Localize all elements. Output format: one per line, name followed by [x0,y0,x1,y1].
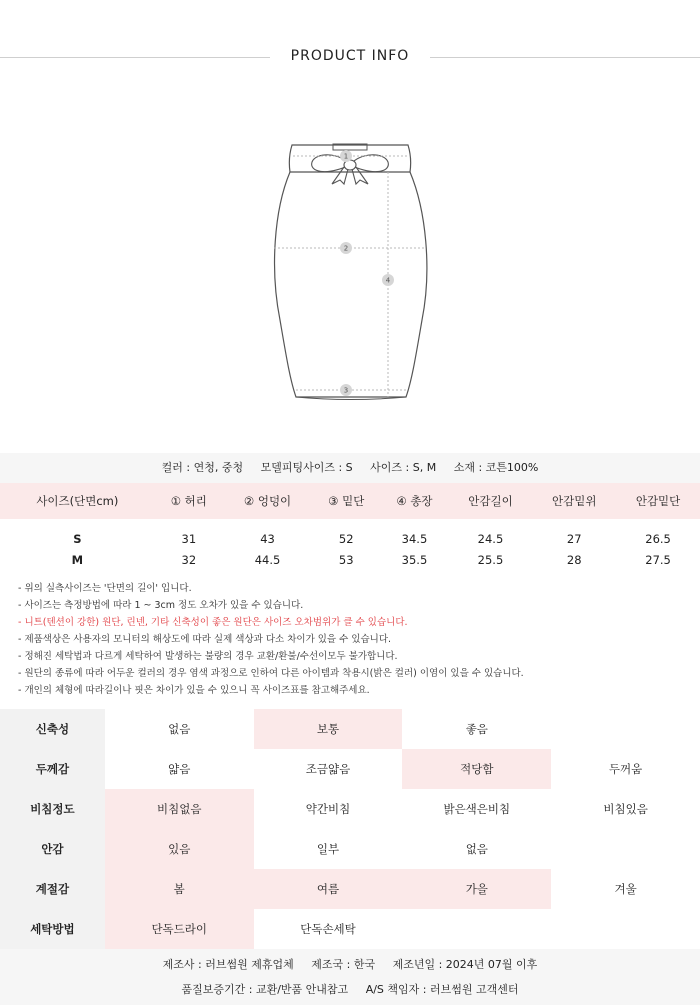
footer-row [0,952,700,977]
manufacturer-info [0,949,700,1005]
attribute-option-selected: 보통 [254,709,403,749]
size-notes [18,580,688,699]
model-fit-size-info: 모델피팅사이즈 : S [260,461,353,474]
attribute-option: 얇음 [168,762,191,776]
material-info: 소재 : 코튼100% [453,461,539,474]
product-info-header [0,0,700,115]
as-manager-info: A/S 책임자 : 러브썸원 고객센터 [365,983,519,996]
size-col-header: 안감길이 [449,483,533,519]
size-cell: 25.5 [477,552,504,567]
attribute-option: 좋음 [465,722,488,736]
attribute-option: 없음 [168,722,191,736]
attribute-option-selected: 적당함 [402,749,551,789]
attribute-name: 안감 [0,829,105,869]
header-divider-left [0,57,270,58]
attribute-option [551,709,700,749]
attribute-name: 계절감 [0,869,105,909]
attribute-row-washing [0,909,700,949]
attribute-option [551,829,700,869]
size-cell: 32 [181,552,197,567]
attribute-option: 밝은색은비침 [443,802,511,816]
size-col-header: 안감밑단 [616,483,700,519]
warranty-info: 품질보증기간 : 교환/반품 안내참고 [181,983,349,996]
size-cell: 27 [566,531,582,546]
size-cell: M [71,552,84,567]
size-col-header: ④ 총장 [380,483,448,519]
size-cell: 26.5 [645,531,671,546]
size-cell: 24.5 [477,531,504,546]
attribute-row-season [0,869,700,909]
attribute-row-sheerness [0,789,700,829]
attribute-row-thickness [0,749,700,789]
note-line: - 원단의 종류에 따라 어두운 컬러의 경우 염색 과정으로 인하여 다른 아이템과 착용시(밝은 컬러) 이염이 있을 수 있습니다. [18,668,524,679]
attribute-option: 없음 [465,842,488,856]
attribute-option: 약간비침 [305,802,351,816]
svg-text:4: 4 [385,276,391,285]
size-cell: 52 [338,531,354,546]
note-line: - 사이즈는 측정방법에 따라 1 ~ 3cm 정도 오차가 있을 수 있습니다. [18,600,304,611]
attribute-name: 두께감 [0,749,105,789]
attribute-option: 비침있음 [603,802,648,816]
size-cell: S [73,531,82,546]
size-col-header: ① 허리 [155,483,223,519]
size-col-header: 안감밑위 [532,483,616,519]
svg-text:3: 3 [343,386,349,395]
attribute-option [402,909,551,949]
size-col-header: ③ 밑단 [312,483,380,519]
note-line: - 위의 실측사이즈는 '단면의 길이' 입니다. [18,583,192,594]
attribute-name: 비침정도 [0,789,105,829]
size-col-header: 사이즈(단면cm) [0,483,155,519]
manufacture-date-info: 제조년일 : 2024년 07월 이후 [392,958,538,971]
measurement-markers [340,150,394,396]
fabric-attribute-table [0,709,700,949]
skirt-measurement-illustration [260,140,440,410]
header-divider-right [430,57,700,58]
size-cell: 53 [338,552,354,567]
table-row [0,549,700,570]
attribute-option-selected: 단독드라이 [105,909,254,949]
footer-row [0,977,700,1002]
size-cell: 28 [566,552,582,567]
maker-info: 제조사 : 러브썸원 제휴업체 [162,958,294,971]
attribute-option: 일부 [316,842,340,856]
size-table [0,483,700,570]
svg-text:2: 2 [343,244,349,253]
attribute-option-selected: 있음 [105,829,254,869]
size-cell: 34.5 [401,531,428,546]
size-cell: 31 [181,531,197,546]
size-table-header [0,483,700,519]
size-cell: 35.5 [401,552,428,567]
color-info: 컬러 : 연청, 중청 [161,461,244,474]
attribute-option-selected: 가을 [402,869,551,909]
size-info: 사이즈 : S, M [370,461,437,474]
section-title: PRODUCT INFO [290,48,410,64]
attribute-row-stretch [0,709,700,749]
attribute-option-selected: 비침없음 [105,789,254,829]
attribute-option: 단독손세탁 [300,922,356,936]
note-line: - 개인의 체형에 따라길이나 핏은 차이가 있을 수 있으니 꼭 사이즈표를 참고해주세요. [18,685,370,696]
attribute-option: 두꺼움 [608,762,643,776]
attribute-option-selected: 봄 [105,869,254,909]
svg-text:1: 1 [343,152,349,161]
attribute-row-lining [0,829,700,869]
product-info-bar [0,453,700,483]
size-cell: 43 [260,531,275,546]
note-line: - 정해진 세탁법과 다르게 세탁하여 발생하는 불량의 경우 교환/환불/수선이모두 불가합니다. [18,651,398,662]
note-line-warning: - 니트(텐션이 강한) 원단, 린넨, 기타 신축성이 좋은 원단은 사이즈 오차범위가 클 수 있습니다. [18,617,408,628]
attribute-option [551,909,700,949]
table-row [0,519,700,549]
country-info: 제조국 : 한국 [311,958,376,971]
size-cell: 27.5 [645,552,671,567]
attribute-name: 신축성 [0,709,105,749]
attribute-option: 조금얇음 [305,762,351,776]
size-col-header: ② 엉덩이 [223,483,312,519]
attribute-name: 세탁방법 [0,909,105,949]
attribute-option-selected: 여름 [254,869,403,909]
note-line: - 제품색상은 사용자의 모니터의 해상도에 따라 실제 색상과 다소 차이가 있을 수 있습니다. [18,634,392,645]
attribute-option: 겨울 [614,882,637,896]
size-cell: 44.5 [254,552,281,567]
